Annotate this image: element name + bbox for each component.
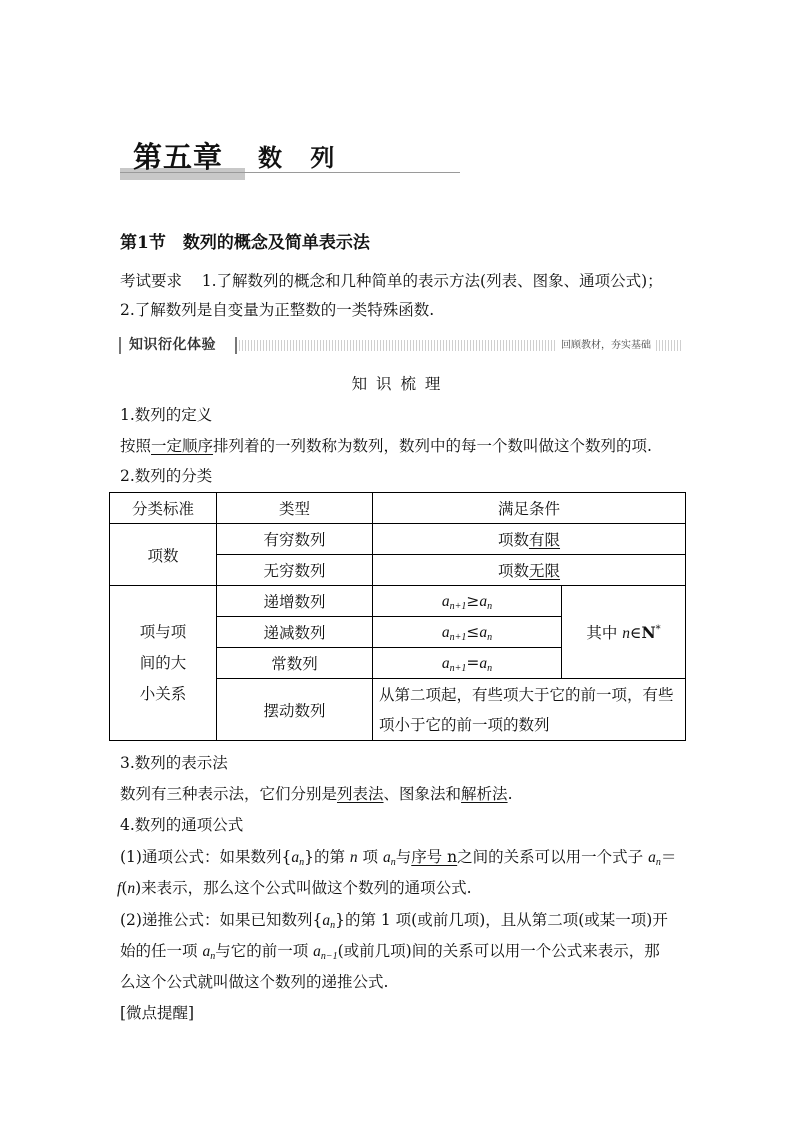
representation-heading: 3.数列的表示法 [120, 754, 228, 772]
definition-heading: 1.数列的定义 [120, 406, 213, 424]
general-formula-heading: 4.数列的通项公式 [120, 816, 244, 834]
type-constant: 常数列 [217, 648, 373, 679]
cond-constant [373, 648, 562, 679]
p1-f: ＝ [660, 848, 677, 866]
tip-heading: [微点提醒] [120, 1004, 195, 1022]
symbol-sub: n [655, 857, 661, 868]
type-decreasing: 递减数列 [217, 617, 373, 648]
symbol-n: n [127, 880, 136, 897]
p1-b: }的第 [304, 848, 350, 866]
symbol-sub: n+1 [449, 662, 467, 674]
representation-text [120, 784, 513, 804]
symbol-a: a [291, 849, 300, 866]
group-term-count: 项数 [110, 524, 217, 586]
symbol-sub: n [487, 662, 493, 674]
symbol-a: a [479, 654, 488, 672]
requirements-label: 考试要求 [120, 272, 183, 290]
note-sup: * [655, 623, 661, 635]
cond-oscillating [373, 679, 686, 741]
group-relation-line-3: 小关系 [139, 684, 187, 703]
section-title: 第1节 数列的概念及简单表示法 [120, 233, 370, 253]
rel-increasing: ≥ [466, 591, 480, 610]
symbol-a: a [313, 943, 321, 960]
symbol-sub: n [390, 857, 396, 868]
symbol-a: a [441, 623, 450, 641]
header-type: 类型 [217, 493, 373, 524]
symbol-a: a [441, 592, 450, 610]
rel-decreasing: ≤ [466, 622, 480, 641]
p1-paren: ( [121, 879, 128, 897]
cond-finite-pre: 项数 [497, 531, 529, 549]
group-relation [110, 586, 217, 741]
banner-title-box [119, 337, 237, 354]
representation-pre: 数列有三种表示法，它们分别是 [120, 785, 338, 803]
cond-decreasing [373, 617, 562, 648]
p1-underlined: 序号 n [411, 848, 458, 866]
representation-underlined-2: 解析法 [461, 785, 508, 803]
p1-a: (1)通项公式：如果数列{ [120, 848, 292, 866]
symbol-a: a [648, 849, 656, 866]
symbol-a: a [322, 912, 331, 929]
cond-note [562, 586, 686, 679]
symbol-sub: n [487, 631, 493, 643]
general-formula-p1-line-1 [120, 847, 676, 868]
cond-finite-underlined: 有限 [529, 531, 561, 549]
requirement-item-2: 2.了解数列是自变量为正整数的一类特殊函数. [120, 301, 435, 319]
representation-mid: 、图象法和 [383, 785, 462, 803]
symbol-sub: n [330, 920, 336, 931]
definition-pre: 按照 [120, 437, 152, 455]
requirement-item-1: 1.了解数列的概念和几种简单的表示方法(列表、图象、通项公式)； [201, 272, 663, 290]
p1-e: 之间的关系可以用一个式子 [457, 848, 649, 866]
cond-increasing [373, 586, 562, 617]
knowledge-heading: 知 识 梳 理 [351, 375, 443, 393]
representation-end: . [507, 785, 513, 803]
table-row [110, 524, 686, 555]
cond-finite [373, 524, 686, 555]
group-relation-line-2: 间的大 [139, 653, 187, 672]
symbol-a: a [202, 943, 211, 960]
definition-underlined: 一定顺序 [151, 437, 214, 455]
p1-d: 与 [395, 848, 412, 866]
type-finite: 有穷数列 [217, 524, 373, 555]
header-condition: 满足条件 [373, 493, 686, 524]
general-formula-p1-line-2 [117, 878, 472, 899]
general-formula-p2-line-1 [120, 910, 668, 931]
banner-title: 知识衍化体验 [129, 337, 216, 353]
symbol-a: a [479, 592, 488, 610]
p1-f-symbol: f [117, 880, 122, 897]
p2-d: 与它的前一项 [215, 942, 314, 960]
representation-underlined-1: 列表法 [337, 785, 384, 803]
symbol-sub: n−1 [320, 951, 338, 962]
rel-constant: = [466, 653, 480, 672]
note-set: N [641, 623, 656, 642]
chapter-name: 数 列 [258, 143, 345, 172]
classification-table [109, 492, 686, 741]
p1-l2-text: )来表示，那么这个公式叫做这个数列的通项公式. [135, 879, 472, 897]
symbol-a: a [382, 849, 391, 866]
general-formula-p2-line-3: 么这个公式就叫做这个数列的递推公式. [120, 973, 389, 991]
cond-infinite-underlined: 无限 [529, 562, 561, 580]
cond-oscillating-line-2: 项小于它的前一项的数列 [379, 715, 550, 734]
table-header-row [110, 493, 686, 524]
symbol-sub: n [299, 857, 305, 868]
section-banner [119, 337, 681, 354]
cond-infinite-pre: 项数 [497, 562, 529, 580]
p2-c: 始的任一项 [120, 942, 203, 960]
definition-text [120, 436, 652, 456]
cond-oscillating-line-1: 从第二项起，有些项大于它的前一项，有些 [379, 685, 674, 704]
note-pre: 其中 [586, 624, 623, 642]
p2-a: (2)递推公式：如果已知数列{ [120, 911, 323, 929]
classification-heading: 2.数列的分类 [120, 467, 213, 485]
symbol-sub: n+1 [449, 600, 467, 612]
symbol-a: a [441, 654, 450, 672]
group-relation-line-1: 项与项 [139, 622, 187, 641]
p1-c: 项 [357, 848, 383, 866]
type-infinite: 无穷数列 [217, 555, 373, 586]
type-increasing: 递增数列 [217, 586, 373, 617]
symbol-a: a [479, 623, 488, 641]
symbol-sub: n [487, 600, 493, 612]
note-var: n [622, 625, 631, 642]
requirements-line-1 [120, 271, 663, 291]
banner-subtitle: 回顾教材，夯实基础 [557, 339, 655, 352]
p2-e: (或前几项)间的关系可以用一个公式来表示，那 [337, 942, 660, 960]
general-formula-p2-line-2 [120, 941, 660, 962]
cond-infinite [373, 555, 686, 586]
type-oscillating: 摆动数列 [217, 679, 373, 741]
definition-post: 排列着的一列数称为数列，数列中的每一个数叫做这个数列的项. [213, 437, 652, 455]
symbol-n: n [349, 849, 358, 866]
symbol-sub: n+1 [449, 631, 467, 643]
header-standard: 分类标准 [110, 493, 217, 524]
p2-b: }的第 1 项(或前几项)，且从第二项(或某一项)开 [335, 911, 668, 929]
symbol-sub: n [210, 951, 216, 962]
table-row [110, 586, 686, 617]
note-mid: ∈ [630, 624, 642, 642]
chapter-title: 第五章 [133, 140, 224, 174]
